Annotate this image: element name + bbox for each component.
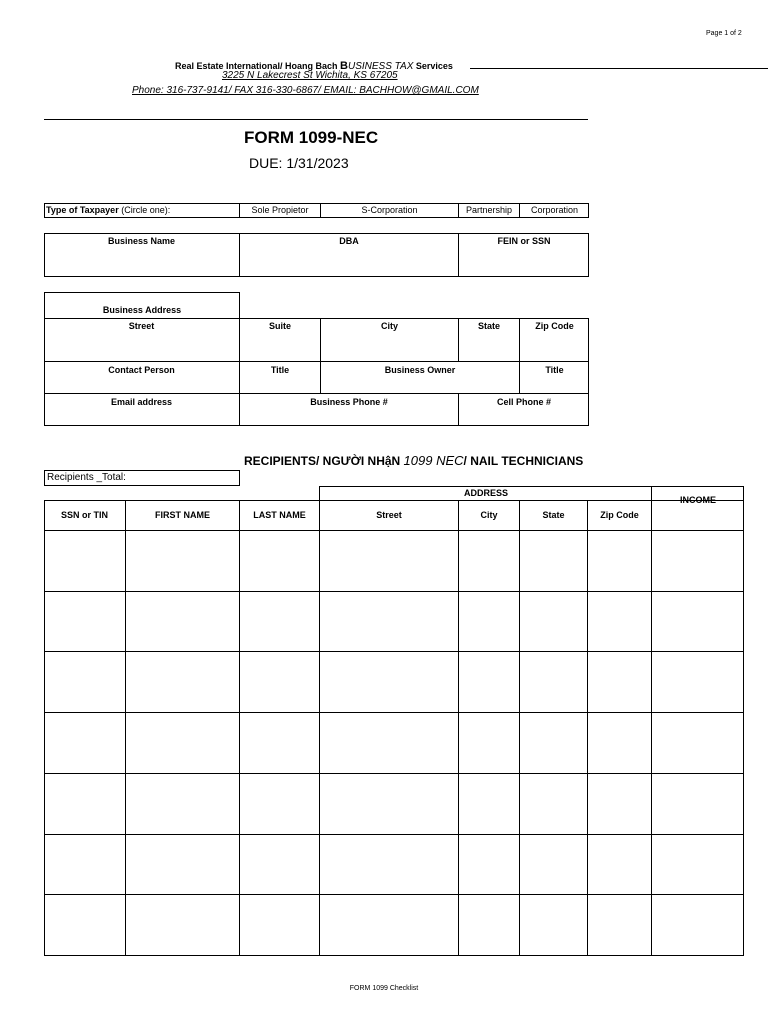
- city-label: City: [380, 321, 398, 331]
- col-first-name: FIRST NAME: [155, 510, 210, 520]
- zip-label: Zip Code: [535, 321, 574, 331]
- dba-label: DBA: [339, 236, 359, 246]
- col-line-3: [319, 500, 320, 956]
- company-name-usiness: USINESS TAX: [348, 61, 414, 72]
- taxpayer-type-label-rest: (Circle one):: [118, 205, 171, 215]
- col-street: Street: [376, 510, 402, 520]
- recipients-table: [44, 500, 744, 956]
- col-city: City: [480, 510, 498, 520]
- suite-label: Suite: [268, 321, 291, 331]
- business-owner-label: Business Owner: [384, 365, 456, 375]
- fein-label: FEIN or SSN: [497, 236, 551, 246]
- recipients-heading-a: RECIPIENTS/ NGƯỜI NHậN: [244, 454, 404, 468]
- table-row: [44, 591, 744, 592]
- business-phone-label: Business Phone #: [310, 397, 388, 407]
- table-row: [44, 894, 744, 895]
- company-name-part1: Real Estate International/ Hoang Bach: [175, 61, 341, 71]
- recipients-heading-c: / NAIL TECHNICIANS: [463, 454, 584, 468]
- recipients-heading: [244, 453, 583, 468]
- recipients-total-label: Recipients _Total:: [47, 472, 126, 483]
- contact-title-label: Title: [270, 365, 290, 375]
- due-line: [249, 155, 349, 171]
- address-group-label: ADDRESS: [463, 488, 508, 498]
- col-income: INCOME: [680, 495, 716, 505]
- company-address: 3225 N Lakecrest St Wichita, KS 67205: [222, 70, 398, 81]
- contact-person-label: Contact Person: [108, 365, 175, 375]
- option-partnership[interactable]: Partnership: [465, 205, 513, 215]
- header-divider: [44, 119, 588, 120]
- table-row: [44, 834, 744, 835]
- email-label: Email address: [110, 397, 173, 407]
- due-date: 1/31/2023: [286, 155, 349, 171]
- income-header-top: [651, 486, 744, 487]
- taxpayer-type-label-bold: Type of Taxpayer: [46, 205, 119, 215]
- option-s-corporation[interactable]: S-Corporation: [361, 205, 418, 215]
- business-name-label: Business Name: [107, 236, 176, 246]
- table-row: [44, 773, 744, 774]
- col-zip: Zip Code: [600, 510, 639, 520]
- col-line-2: [239, 500, 240, 956]
- col-last-name: LAST NAME: [253, 510, 306, 520]
- recipients-heading-b: 1099 NEC: [403, 453, 464, 468]
- page-number: Page 1 of 2: [706, 30, 742, 37]
- table-row: [44, 530, 744, 531]
- col-ssn: SSN or TIN: [60, 510, 108, 520]
- col-state: State: [542, 510, 565, 520]
- table-row: [44, 712, 744, 713]
- option-sole-proprietor[interactable]: Sole Propietor: [251, 205, 309, 215]
- company-contact: Phone: 316-737-9141/ FAX 316-330-6867/ EMAIL: BACHHOW@GMAIL.COM: [132, 85, 479, 96]
- address-row-line-1: [44, 361, 589, 362]
- col-line-1: [125, 500, 126, 956]
- col-line-4: [458, 500, 459, 956]
- option-corporation[interactable]: Corporation: [530, 205, 579, 215]
- col-line-5: [519, 500, 520, 956]
- taxpayer-type-label: [46, 205, 170, 215]
- col-line-6: [587, 500, 588, 956]
- business-address-label: Business Address: [102, 305, 182, 315]
- col-line-7: [651, 486, 652, 956]
- cell-phone-label: Cell Phone #: [496, 397, 551, 407]
- header-rule-right: [470, 68, 768, 69]
- company-name-b: B: [340, 60, 348, 72]
- state-label: State: [477, 321, 500, 331]
- form-title: FORM 1099-NEC: [244, 128, 379, 147]
- due-label: DUE:: [249, 155, 287, 171]
- address-row-line-2: [44, 393, 589, 394]
- owner-title-label: Title: [545, 365, 564, 375]
- company-name-services: Services: [413, 61, 453, 71]
- table-row: [44, 651, 744, 652]
- footer-text: FORM 1099 Checklist: [349, 985, 419, 992]
- street-label: Street: [128, 321, 155, 331]
